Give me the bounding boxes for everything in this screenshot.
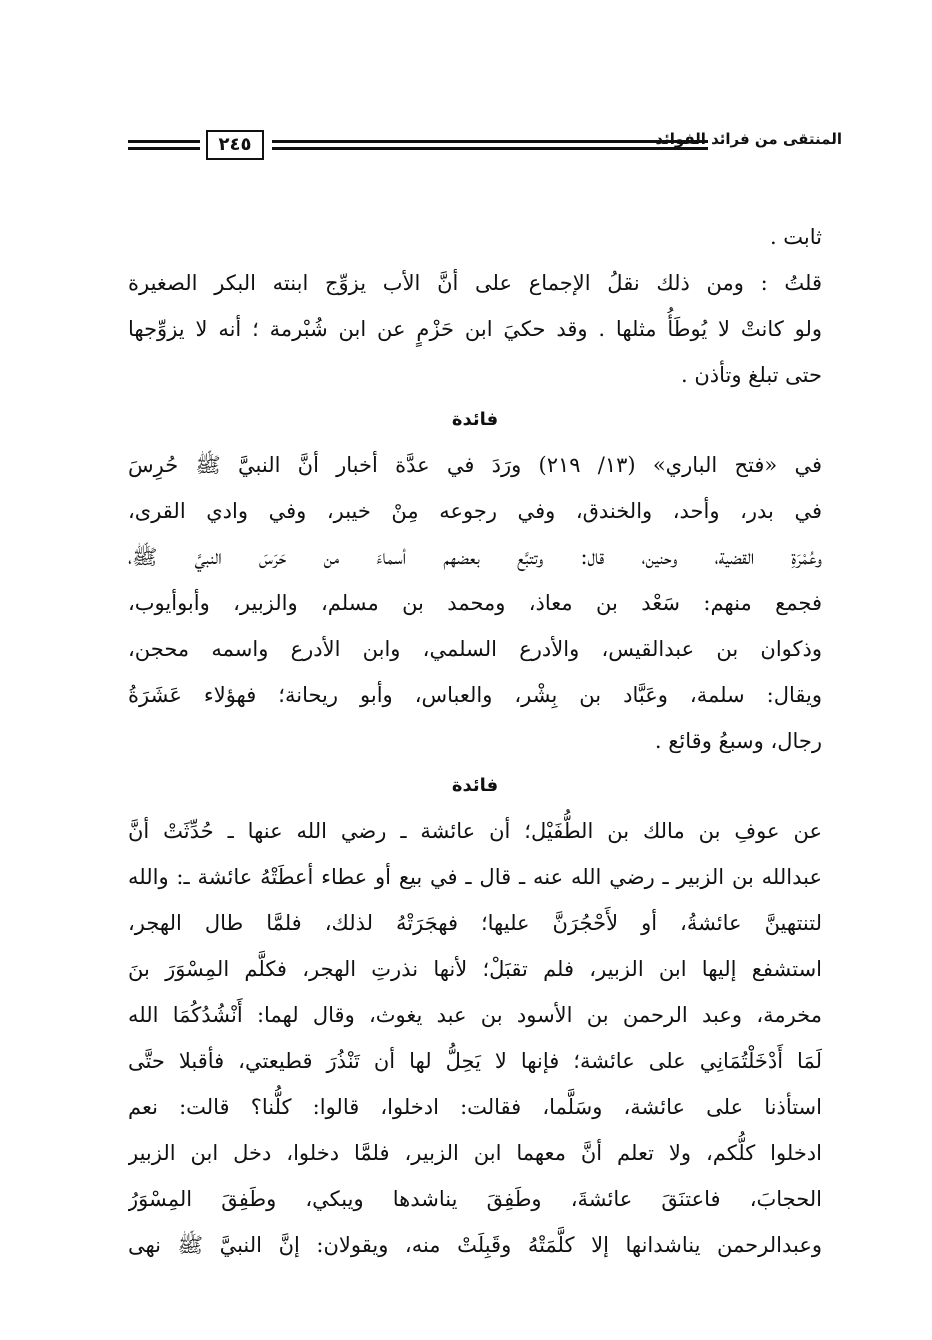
text-line: ادخلوا كلُّكم، ولا تعلم أنَّ معهما ابن الزبير، فلمَّا دخلوا، دخل ابن الزبير [128,1141,822,1165]
header-rule-left [128,140,200,150]
text-line: ويقال: سلمة، وعَبَّاد بن بِشْر، والعباس، وأبو ريحانة؛ فهؤلاء عَشَرَةُ [128,683,822,707]
text-line: حتى تبلغ وتأذن . [681,363,822,387]
page-body [128,214,822,1268]
text-line: ولو كانتْ لا يُوطَأُ مثلها . وقد حكيَ ابن حَزْمٍ عن ابن شُبْرمة ؛ أنه لا يزوِّجها [128,317,822,341]
running-title: المنتقى من فرائد الفوائد [655,130,842,148]
page-number: ٢٤٥ [206,130,264,160]
text-line: وعُمْرَةِ القضية، وحنين، قال: وتتبَّع بعضهم أسماءَ من حَرَسَ النبيَّ ﷺ، [128,545,822,569]
text-line: وذكوان بن عبدالقيس، والأدرع السلمي، وابن الأدرع واسمه محجن، [128,637,822,661]
page-header [128,126,842,166]
text-line: في «فتح الباري» (١٣/ ٢١٩) ورَدَ في عدَّة أخبار أنَّ النبيَّ ﷺ حُرِسَ [128,453,822,477]
text-line: فجمع منهم: سَعْد بن معاذ، ومحمد بن مسلم، والزبير، وأبوأيوب، [128,591,822,615]
text-line: ثابت . [769,225,822,249]
text-line: الحجابَ، فاعتنَقَ عائشةَ، وطَفِقَ يناشدها ويبكي، وطَفِقَ المِسْوَرُ [128,1187,822,1211]
text-line: قلتُ : ومن ذلك نقلُ الإجماع على أنَّ الأب يزوِّج ابنته البكر الصغيرة [128,271,822,295]
text-line: عبدالله بن الزبير ـ رضي الله عنه ـ قال ـ في بيع أو عطاء أعطَتْهُ عائشة ـ: والله [128,865,822,889]
text-line: رجال، وسبعُ وقائع . [654,729,822,753]
text-line: لَمَا أَدْخَلْتُمَانِي على عائشة؛ فإنها لا يَحِلُّ لها أن تَنْذُرَ قطيعتي، فأقبلا حتَّى [128,1049,822,1073]
header-rule-right [272,140,708,150]
text-line: لتنتهينَّ عائشةُ، أو لأَحْجُرَنَّ عليها؛ فهجَرَتْهُ لذلك، فلمَّا طال الهجر، [128,911,822,935]
text-line: عن عوفِ بن مالك بن الطُّفَيْل؛ أن عائشة ـ رضي الله عنها ـ حُدِّثَتْ أنَّ [128,819,822,843]
text-line: في بدر، وأحد، والخندق، وفي رجوعه مِنْ خيبر، وفي وادي القرى، [128,499,822,523]
text-line: استأذنا على عائشة، وسَلَّما، فقالت: ادخلوا، قالوا: كلُّنا؟ قالت: نعم [128,1095,822,1119]
text-line: مخرمة، وعبد الرحمن بن الأسود بن عبد يغوث، وقال لهما: أَنْشُدُكُمَا الله [128,1003,822,1027]
section-heading: فائدة [451,409,499,430]
text-line: وعبدالرحمن يناشدانها إلا كلَّمَتْهُ وقَبِلَتْ منه، ويقولان: إنَّ النبيَّ ﷺ نهى [128,1233,822,1257]
section-heading: فائدة [451,775,499,796]
text-line: استشفع إليها ابن الزبير، فلم تقبَلْ؛ لأنها نذرتِ الهجر، فكلَّم المِسْوَرَ بنَ [128,957,822,981]
